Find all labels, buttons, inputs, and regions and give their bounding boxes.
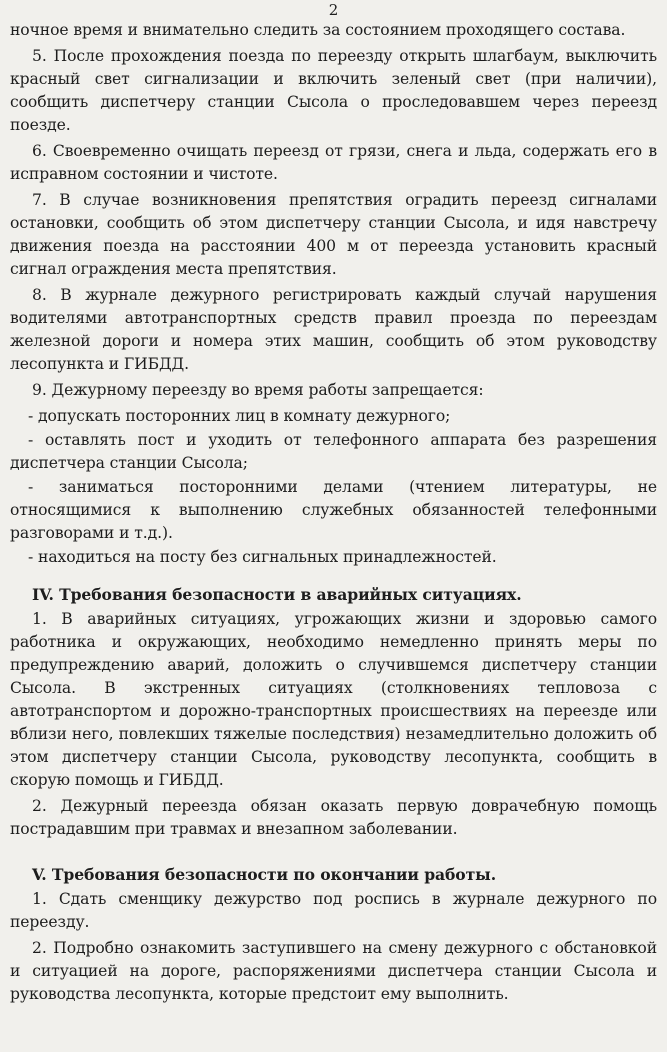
section-5-paragraph-2: 2. Подробно ознакомить заступившего на смену дежурного с обстановкой и ситуацией на дороге, распоряжениями диспетчера станции Сысола и руководства лесопункта, которые предстоит ему выполнить.	[10, 939, 657, 1003]
section-4-paragraph-2: 2. Дежурный переезда обязан оказать первую доврачебную помощь пострадавшим при травмах и внезапном заболевании.	[10, 797, 657, 838]
section-4	[10, 583, 657, 841]
paragraph-item-8: 8. В журнале дежурного регистрировать каждый случай нарушения водителями автотранспортных средств правил проезда по переездам железной дороги и номера этих машин, сообщить об этом руководству лесопункта и ГИБДД.	[10, 286, 657, 373]
paragraph-item-7: 7. В случае возникновения препятствия оградить переезд сигналами остановки, сообщить об этом диспетчеру станции Сысола, и идя навстречу движения поезда на расстоянии 400 м от переезда установить красный сигнал ограждения места препятствия.	[10, 191, 657, 278]
paragraph-item-5: 5. После прохождения поезда по переезду открыть шлагбаум, выключить красный свет сигнализации и включить зеленый свет (при наличии), сообщить диспетчеру станции Сысола о проследовавшем через переезд поезде.	[10, 47, 657, 134]
section-5-paragraph-1: 1. Сдать сменщику дежурство под роспись в журнале дежурного по переезду.	[10, 890, 657, 931]
section-5-heading: V. Требования безопасности по окончании работы.	[32, 865, 497, 884]
section-5	[10, 863, 657, 1006]
prohibition-item-2: - оставлять пост и уходить от телефонного аппарата без разрешения диспетчера станции Сысола;	[10, 431, 657, 472]
section-4-heading: IV. Требования безопасности в аварийных ситуациях.	[32, 585, 522, 604]
document-page	[0, 1, 667, 1052]
prohibition-item-1: - допускать посторонних лиц в комнату дежурного;	[28, 407, 451, 425]
section-4-paragraph-1: 1. В аварийных ситуациях, угрожающих жизни и здоровью самого работника и окружающих, необходимо немедленно принять меры по предупреждению аварий, доложить о случившемся диспетчеру станции Сысола. В экстренных ситуациях (столкновениях тепловоза с автотранспортом и дорожно-транспортных происшествиях на переезде или вблизи него, повлекших тяжелые последствия) незамедлительно доложить об этом диспетчеру станции Сысола, руководству лесопункта, сообщить в скорую помощь и ГИБДД.	[10, 610, 657, 789]
paragraph-continuation: ночное время и внимательно следить за состоянием проходящего состава.	[10, 21, 626, 39]
paragraph-item-6: 6. Своевременно очищать переезд от грязи, снега и льда, содержать его в исправном состоянии и чистоте.	[10, 142, 657, 183]
section-3-continuation	[10, 19, 657, 569]
prohibition-item-3: - заниматься посторонними делами (чтением литературы, не относящимися к выполнению служебных обязанностей телефонными разговорами и т.д.).	[10, 478, 657, 542]
prohibition-item-4: - находиться на посту без сигнальных принадлежностей.	[28, 548, 497, 566]
paragraph-item-9: 9. Дежурному переезду во время работы запрещается:	[32, 381, 484, 399]
page-number: 2	[328, 1, 339, 19]
